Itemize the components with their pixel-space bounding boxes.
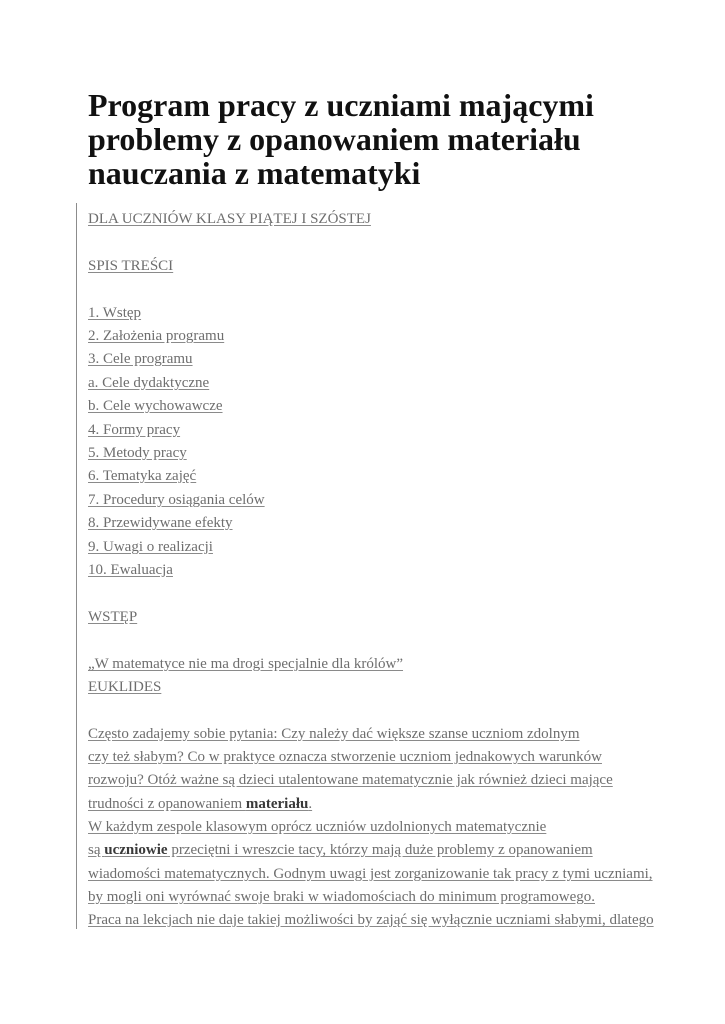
toc-item-3a[interactable]: a. Cele dydaktyczne xyxy=(88,375,210,391)
body-line-4-end: . xyxy=(308,796,313,812)
body-line-1[interactable]: Często zadajemy sobie pytania: Czy należy dać większe szanse uczniom zdolnym xyxy=(88,726,580,742)
body-line-5[interactable]: W każdym zespole klasowym oprócz uczniów uzdolnionych matematycznie xyxy=(88,819,547,835)
quote-link[interactable]: „W matematyce nie ma drogi specjalnie dla królów” xyxy=(88,656,404,672)
toc-item-3b[interactable]: b. Cele wychowawcze xyxy=(88,398,223,414)
toc-item-2[interactable]: 2. Założenia programu xyxy=(88,328,225,344)
toc-item-9[interactable]: 9. Uwagi o realizacji xyxy=(88,539,213,555)
body-line-6-bold: uczniowie xyxy=(104,842,168,858)
body-line-7[interactable]: wiadomości matematycznych. Godnym uwagi jest zorganizowanie tak pracy z tymi uczniami, xyxy=(88,866,653,882)
toc-heading-link[interactable]: SPIS TREŚCI xyxy=(88,258,174,274)
body-line-3[interactable]: rozwoju? Otóż ważne są dzieci utalentowane matematycznie jak również dzieci mające xyxy=(88,772,613,788)
title-line-1: Program pracy z uczniami mającymi xyxy=(88,87,594,123)
toc-item-10[interactable]: 10. Ewaluacja xyxy=(88,562,173,578)
section-heading-link[interactable]: WSTĘP xyxy=(88,609,138,625)
body-line-6-end: przeciętni i wreszcie tacy, którzy mają duże problemy z opanowaniem xyxy=(167,842,593,858)
toc-item-3[interactable]: 3. Cele programu xyxy=(88,351,193,367)
toc-item-5[interactable]: 5. Metody pracy xyxy=(88,445,187,461)
toc-item-4[interactable]: 4. Formy pracy xyxy=(88,422,181,438)
quote-author-link[interactable]: EUKLIDES xyxy=(88,679,162,695)
toc-item-7[interactable]: 7. Procedury osiągania celów xyxy=(88,492,265,508)
body-line-4-bold: materiału xyxy=(245,796,309,812)
toc-item-6[interactable]: 6. Tematyka zajęć xyxy=(88,468,197,484)
body-line-4-text: trudności z opanowaniem xyxy=(88,796,246,812)
body-line-8[interactable]: by mogli oni wyrównać swoje braki w wiadomościach do minimum programowego. xyxy=(88,889,595,905)
body-line-2[interactable]: czy też słabym? Co w praktyce oznacza stworzenie uczniom jednakowych warunków xyxy=(88,749,602,765)
body-line-6-text: są xyxy=(88,842,105,858)
title-line-2: problemy z opanowaniem materiału xyxy=(88,121,581,157)
body-line-6[interactable] xyxy=(88,841,593,859)
title-line-3: nauczania z matematyki xyxy=(88,155,421,191)
subtitle-link[interactable]: DLA UCZNIÓW KLASY PIĄTEJ I SZÓSTEJ xyxy=(88,211,371,227)
toc-item-1[interactable]: 1. Wstęp xyxy=(88,305,142,321)
toc-item-8[interactable]: 8. Przewidywane efekty xyxy=(88,515,233,531)
document-title xyxy=(88,88,688,190)
content-block xyxy=(76,203,676,929)
body-line-9[interactable]: Praca na lekcjach nie daje takiej możliwości by zająć się wyłącznie uczniami słabymi, dlatego xyxy=(88,912,654,928)
body-line-4[interactable] xyxy=(88,795,312,813)
